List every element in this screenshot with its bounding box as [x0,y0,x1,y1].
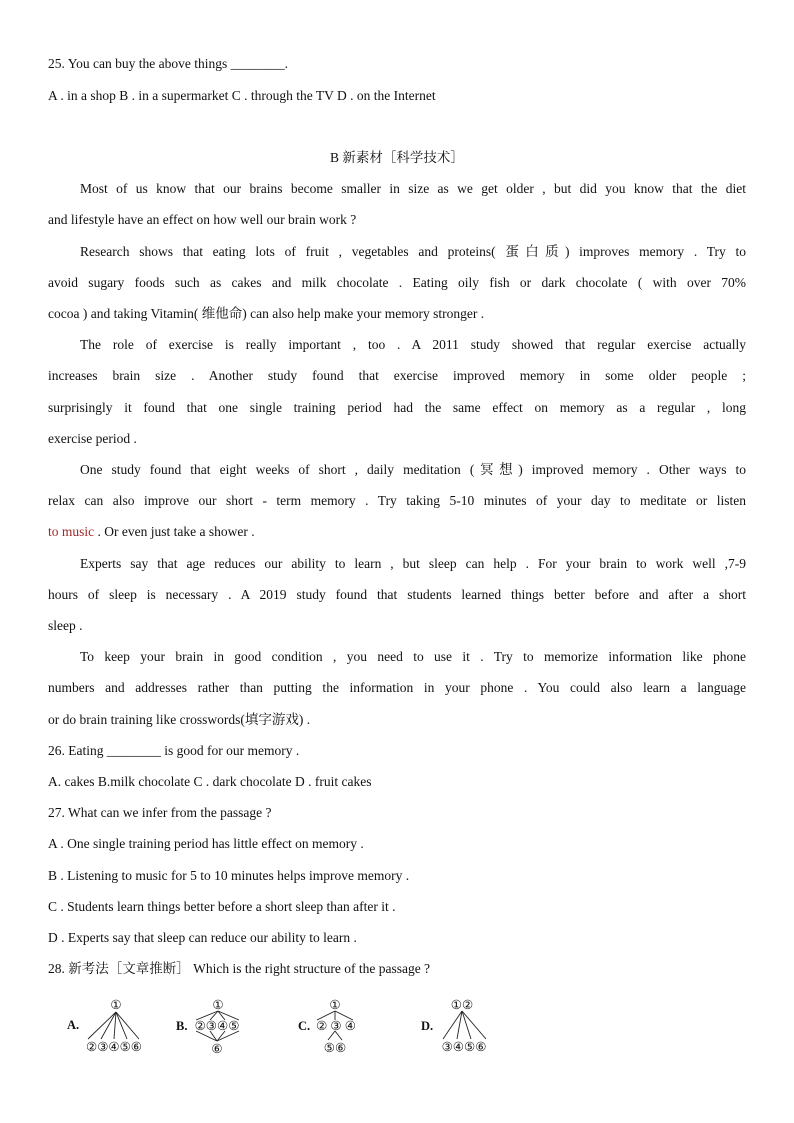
passage-p5-line3: sleep . [48,618,83,633]
passage-p4-line1: One study found that eight weeks of short , daily meditation (冥想) improved memory . Other ways to [80,462,746,477]
passage-p4-line2: relax can also improve our short - term memory . Try taking 5-10 minutes of your day to meditate or listen [48,493,746,508]
passage-p6-line3: or do brain training like crosswords(填字游戏) . [48,712,311,727]
highlight-to-music: to music [48,524,95,539]
q27-option-c: C . Students learn things better before a short sleep than after it . [48,899,396,914]
diagram-c-middle: ② ③ ④ [316,1019,356,1033]
q26-stem: 26. Eating ________ is good for our memory . [48,743,300,758]
passage-p6-line1: To keep your brain in good condition , you need to use it . Try to memorize information like phone [80,649,746,664]
passage-p4-line3-rest: . Or even just take a shower . [94,524,255,539]
diagram-a-bottom: ②③④⑤⑥ [85,1040,143,1054]
passage-p3-line4: exercise period . [48,431,137,446]
structure-diagrams [0,990,794,1060]
q25-options: A . in a shop B . in a supermarket C . through the TV D . on the Internet [48,88,436,103]
diagram-c-label: C. [298,1019,311,1033]
passage-p1-line1: Most of us know that our brains become smaller in size as we get older , but did you know that the diet [80,181,746,196]
q27-option-a: A . One single training period has little effect on memory . [48,836,364,851]
passage-p4-line3 [48,524,746,540]
q26-options: A. cakes B.milk chocolate C . dark chocolate D . fruit cakes [48,774,372,789]
diagram-a-top: ① [110,998,122,1012]
diagram-d-label: D. [421,1019,434,1033]
section-title: B 新素材［科学技术］ [330,150,464,165]
diagram-c-bottom: ⑤⑥ [323,1041,347,1055]
diagram-a-label: A. [67,1018,80,1032]
passage-p5-line1: Experts say that age reduces our ability to learn , but sleep can help . For your brain to work well ,7-9 [80,556,746,571]
passage-p2-line3: cocoa ) and taking Vitamin( 维他命) can also help make your memory stronger . [48,306,485,321]
q27-option-b: B . Listening to music for 5 to 10 minutes helps improve memory . [48,868,410,883]
passage-p3-line3: surprisingly it found that one single training period had the same effect on memory as a regular , long [48,400,746,415]
passage-p6-line2: numbers and addresses rather than putting the information in your phone . You could also learn a language [48,680,746,695]
diagram-d-top: ①② [450,998,474,1012]
diagram-b-top: ① [212,998,224,1012]
diagram-c-top: ① [329,998,341,1012]
passage-p3-line2: increases brain size . Another study found that exercise improved memory in some older people ; [48,368,746,383]
passage-p2-line2: avoid sugary foods such as cakes and milk chocolate . Eating oily fish or dark chocolate ( with over 70% [48,275,746,290]
q27-option-d: D . Experts say that sleep can reduce our ability to learn . [48,930,357,945]
diagram-b-label: B. [176,1019,188,1033]
passage-p1-line2: and lifestyle have an effect on how well our brain work ? [48,212,357,227]
diagram-b-bottom: ⑥ [211,1042,223,1056]
q27-stem: 27. What can we infer from the passage ? [48,805,272,820]
passage-p5-line2: hours of sleep is necessary . A 2019 study found that students learned things better before and after a short [48,587,746,602]
q25-stem: 25. You can buy the above things ________. [48,56,288,71]
diagram-b-middle: ②③④⑤ [194,1019,240,1033]
q28-stem: 28. 新考法［文章推断］ Which is the right structure of the passage ? [48,961,431,976]
diagram-d-bottom: ③④⑤⑥ [441,1040,487,1054]
passage-p2-line1: Research shows that eating lots of fruit , vegetables and proteins( 蛋白质) improves memory . Try to [80,244,746,259]
passage-p3-line1: The role of exercise is really important , too . A 2011 study showed that regular exercise actually [80,337,746,352]
